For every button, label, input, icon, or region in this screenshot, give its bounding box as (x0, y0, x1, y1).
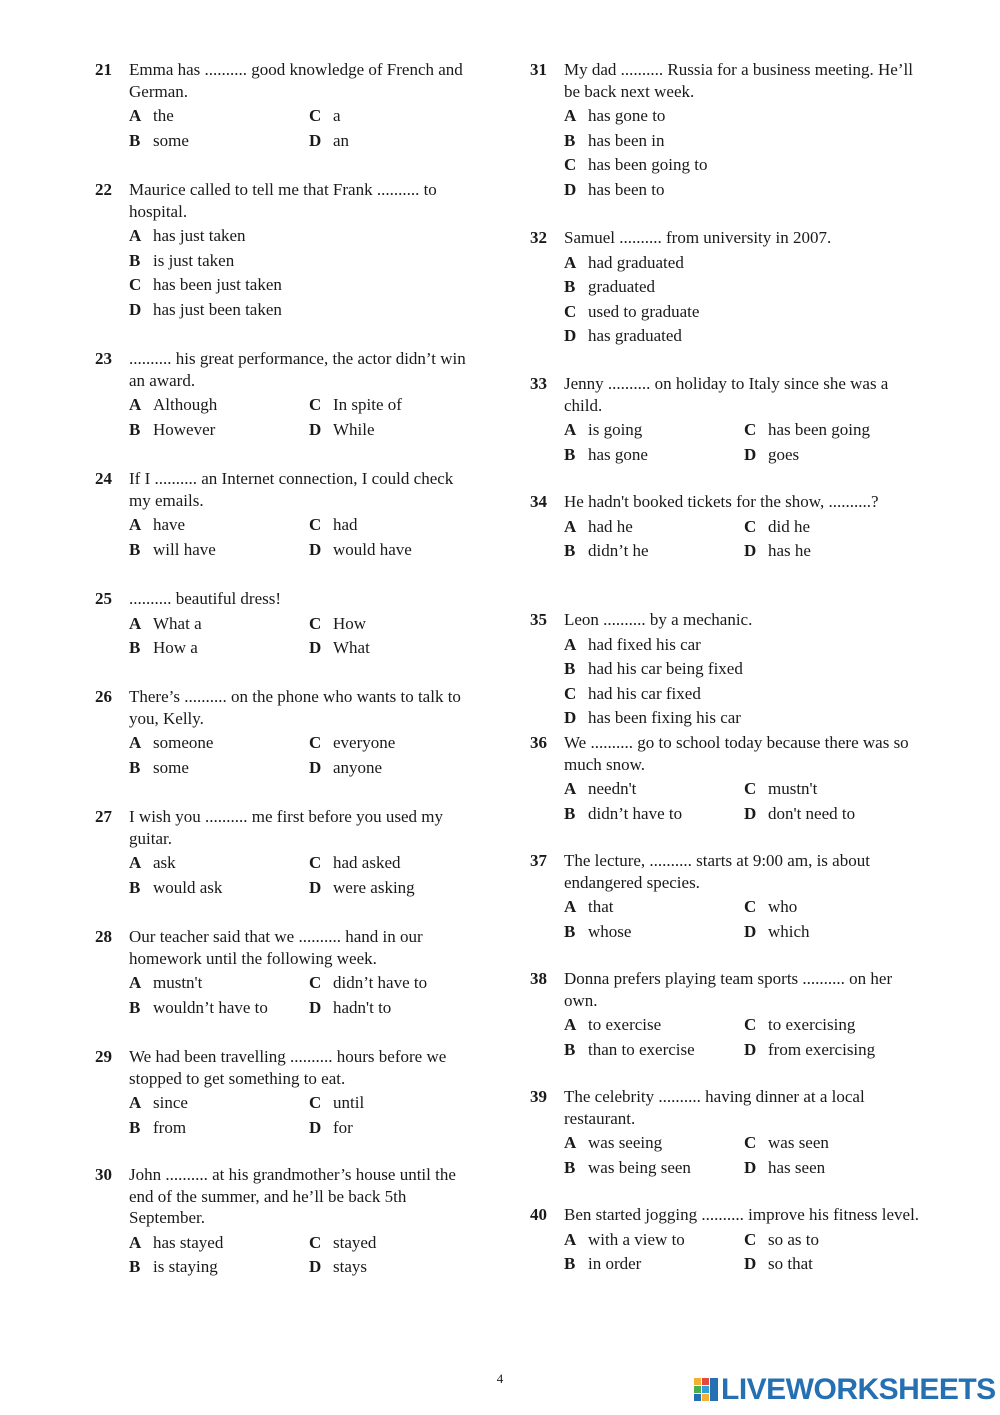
question-number: 23 (95, 349, 112, 368)
question-30 (95, 1164, 475, 1286)
option-d[interactable]: D has he (744, 541, 811, 561)
option-c[interactable]: C did he (744, 516, 811, 536)
options-grid (564, 777, 920, 826)
option-b[interactable]: B is just taken (129, 250, 235, 270)
question-34 (530, 491, 920, 609)
question-number: 39 (530, 1087, 547, 1106)
options-list (564, 104, 920, 202)
question-number: 40 (530, 1205, 547, 1224)
option-a[interactable]: A has stayed (129, 1232, 224, 1252)
option-c[interactable]: C has been going to (564, 155, 708, 175)
question-21 (95, 59, 475, 179)
option-c[interactable]: C until (309, 1093, 365, 1112)
question-number: 27 (95, 807, 112, 826)
question-39 (530, 1086, 920, 1204)
question-stem: Samuel .......... from university in 2007. (564, 228, 832, 247)
option-b[interactable]: B would ask (129, 877, 223, 897)
question-36 (530, 732, 920, 850)
options-grid (129, 971, 475, 1020)
option-b[interactable]: B How a (129, 638, 198, 658)
liveworksheets-logo-icon (693, 1376, 719, 1404)
option-d[interactable]: D were asking (309, 877, 415, 897)
option-b[interactable]: B didn’t have to (564, 803, 683, 823)
question-27 (95, 806, 475, 926)
question-33 (530, 373, 920, 491)
option-a[interactable]: A mustn't (129, 973, 203, 992)
option-c[interactable]: C everyone (309, 733, 396, 752)
question-number: 37 (530, 851, 547, 870)
question-25 (95, 588, 475, 686)
question-stem: There’s .......... on the phone who wants to talk to you, Kelly. (129, 687, 461, 728)
question-stem: Our teacher said that we .......... hand in our homework until the following week. (129, 927, 423, 968)
question-31 (530, 59, 920, 227)
option-b[interactable]: B is staying (129, 1257, 218, 1277)
question-23 (95, 348, 475, 468)
option-d[interactable]: D has been to (564, 179, 665, 199)
question-stem: I wish you .......... me first before you used my guitar. (129, 807, 443, 848)
question-stem: Maurice called to tell me that Frank .......... to hospital. (129, 180, 437, 221)
option-d[interactable]: D so that (744, 1254, 813, 1274)
option-d[interactable]: D from exercising (744, 1039, 876, 1059)
question-stem: We .......... go to school today because there was so much snow. (564, 733, 909, 774)
options-grid (129, 612, 475, 661)
option-b[interactable]: B will have (129, 539, 216, 559)
option-a[interactable]: A was seeing (564, 1133, 663, 1152)
question-stem: If I .......... an Internet connection, I could check my emails. (129, 469, 454, 510)
question-number: 32 (530, 228, 547, 247)
option-c[interactable]: C to exercising (744, 1015, 856, 1034)
option-c[interactable]: C so as to (744, 1229, 819, 1249)
question-stem: Emma has .......... good knowledge of French and German. (129, 60, 463, 101)
option-d[interactable]: D stays (309, 1257, 367, 1277)
option-b[interactable]: B didn’t he (564, 541, 649, 561)
question-number: 31 (530, 60, 547, 79)
option-b[interactable]: B some (129, 757, 189, 777)
option-a[interactable]: A Although (129, 395, 218, 414)
options-grid (564, 1013, 920, 1062)
option-a[interactable]: A with a view to (564, 1229, 685, 1249)
option-d[interactable]: D has been fixing his car (564, 708, 741, 728)
option-b[interactable]: B than to exercise (564, 1039, 695, 1059)
option-b[interactable]: B has gone (564, 444, 648, 464)
question-stem: We had been travelling .......... hours before we stopped to get something to eat. (129, 1047, 447, 1088)
question-35 (530, 609, 920, 732)
option-c[interactable]: C was seen (744, 1133, 829, 1152)
question-37 (530, 850, 920, 968)
option-c[interactable]: C has been just taken (129, 275, 282, 295)
option-b[interactable]: B However (129, 419, 216, 439)
option-d[interactable]: D What (309, 638, 370, 658)
option-d[interactable]: D has seen (744, 1157, 826, 1177)
option-c[interactable]: C In spite of (309, 395, 402, 414)
option-b[interactable]: B some (129, 130, 189, 150)
question-29 (95, 1046, 475, 1164)
question-stem: .......... beautiful dress! (129, 589, 282, 608)
option-c[interactable]: C had (309, 515, 358, 534)
option-a[interactable]: A had he (564, 516, 633, 536)
option-b[interactable]: B whose (564, 921, 632, 941)
question-28 (95, 926, 475, 1046)
question-stem: My dad .......... Russia for a business meeting. He’ll be back next week. (564, 60, 913, 101)
question-22 (95, 179, 475, 348)
question-number: 38 (530, 969, 547, 988)
question-stem: John .......... at his grandmother’s house until the end of the summer, and he’ll be back 5th September. (129, 1165, 456, 1227)
question-stem: Ben started jogging .......... improve his fitness level. (564, 1205, 920, 1224)
question-number: 24 (95, 469, 112, 488)
page-number: 4 (496, 1371, 504, 1386)
option-d[interactable]: D goes (744, 444, 800, 464)
options-grid (564, 515, 920, 564)
options-list (129, 224, 475, 322)
question-number: 29 (95, 1047, 112, 1066)
question-number: 36 (530, 733, 547, 752)
option-a[interactable]: A ask (129, 853, 176, 872)
option-c[interactable]: C a (309, 106, 341, 125)
option-c[interactable]: C How (309, 613, 367, 633)
option-a[interactable]: A has just taken (129, 226, 246, 245)
question-32 (530, 227, 920, 373)
option-a[interactable]: A since (129, 1093, 188, 1112)
option-c[interactable]: C stayed (309, 1232, 377, 1252)
question-number: 21 (95, 60, 112, 79)
option-a[interactable]: A the (129, 106, 174, 125)
option-c[interactable]: C had his car fixed (564, 683, 701, 703)
question-38 (530, 968, 920, 1086)
question-number: 34 (530, 492, 547, 511)
option-d[interactable]: D has just been taken (129, 299, 282, 319)
option-c[interactable]: C mustn't (744, 779, 818, 798)
option-a[interactable]: A is going (564, 420, 643, 439)
option-a[interactable]: A had fixed his car (564, 634, 701, 654)
question-stem: Leon .......... by a mechanic. (564, 610, 753, 629)
question-stem: Jenny .......... on holiday to Italy since she was a child. (564, 374, 889, 415)
option-a[interactable]: A someone (129, 733, 214, 752)
option-d[interactable]: D don't need to (744, 803, 856, 823)
question-number: 33 (530, 374, 547, 393)
option-b[interactable]: B has been in (564, 130, 665, 150)
option-a[interactable]: A to exercise (564, 1015, 662, 1034)
option-d[interactable]: D an (309, 130, 350, 150)
liveworksheets-logo-text: LIVEWORKSHEETS (721, 1373, 996, 1406)
option-a[interactable]: A that (564, 897, 614, 916)
question-stem: The lecture, .......... starts at 9:00 am, is about endangered species. (564, 851, 870, 892)
question-number: 28 (95, 927, 112, 946)
options-grid (129, 851, 475, 900)
option-d[interactable]: D would have (309, 539, 412, 559)
options-grid (129, 1091, 475, 1140)
option-a[interactable]: A What a (129, 613, 202, 633)
options-grid (129, 731, 475, 780)
options-grid (129, 104, 475, 153)
option-d[interactable]: D hadn't to (309, 997, 392, 1017)
question-stem: He hadn't booked tickets for the show, ..........? (564, 492, 879, 511)
options-grid (564, 1131, 920, 1180)
options-grid (564, 895, 920, 944)
option-a[interactable]: A had graduated (564, 252, 684, 272)
options-list (564, 251, 920, 349)
question-number: 30 (95, 1165, 112, 1184)
option-b[interactable]: B graduated (564, 277, 656, 297)
option-d[interactable]: D for (309, 1117, 353, 1137)
option-c[interactable]: C who (744, 897, 798, 916)
option-d[interactable]: D anyone (309, 757, 383, 777)
option-d[interactable]: D has graduated (564, 326, 682, 346)
question-26 (95, 686, 475, 806)
option-b[interactable]: B from (129, 1117, 187, 1137)
question-number: 35 (530, 610, 547, 629)
option-d[interactable]: D While (309, 419, 375, 439)
option-d[interactable]: D which (744, 921, 810, 941)
options-grid (129, 393, 475, 442)
options-grid (564, 1228, 920, 1277)
option-b[interactable]: B wouldn’t have to (129, 997, 268, 1017)
option-b[interactable]: B was being seen (564, 1157, 691, 1177)
question-stem: Donna prefers playing team sports .......... on her own. (564, 969, 893, 1010)
option-c[interactable]: C used to graduate (564, 301, 700, 321)
question-stem: The celebrity .......... having dinner at a local restaurant. (564, 1087, 865, 1128)
option-a[interactable]: A needn't (564, 779, 637, 798)
question-number: 25 (95, 589, 112, 608)
question-40 (530, 1204, 920, 1304)
question-stem: .......... his great performance, the actor didn’t win an award. (129, 349, 466, 390)
question-number: 22 (95, 180, 112, 199)
right-column (530, 59, 920, 1304)
options-list (564, 633, 920, 731)
options-grid (129, 513, 475, 562)
question-number: 26 (95, 687, 112, 706)
option-b[interactable]: B had his car being fixed (564, 659, 743, 679)
option-c[interactable]: C has been going (744, 420, 870, 439)
liveworksheets-logo[interactable] (693, 1373, 996, 1407)
option-c[interactable]: C didn’t have to (309, 973, 428, 992)
options-grid (129, 1231, 475, 1280)
options-grid (564, 418, 920, 467)
question-24 (95, 468, 475, 588)
option-b[interactable]: B in order (564, 1254, 642, 1274)
left-column (95, 59, 475, 1286)
option-c[interactable]: C had asked (309, 853, 401, 872)
option-a[interactable]: A has gone to (564, 106, 666, 125)
option-a[interactable]: A have (129, 515, 186, 534)
